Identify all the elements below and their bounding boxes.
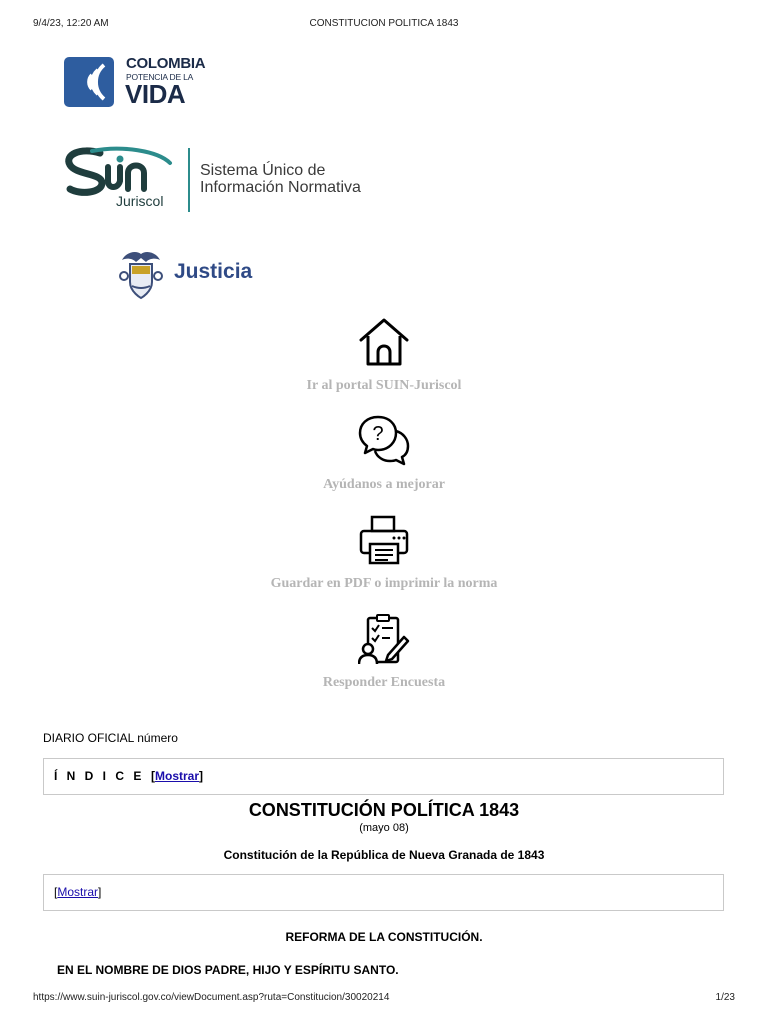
justicia-logo (116, 246, 266, 302)
suin-logo-line2: Información Normativa (200, 179, 361, 196)
survey-link[interactable] (0, 613, 768, 691)
portal-link-label[interactable]: Ir al portal SUIN-Juriscol (306, 378, 462, 393)
feedback-link-label[interactable]: Ayúdanos a mejorar (323, 477, 445, 492)
print-link-label[interactable]: Guardar en PDF o imprimir la norma (270, 576, 498, 591)
print-page-number: 1/23 (715, 992, 735, 1003)
colombia-logo-line2: POTENCIA DE LA (126, 72, 194, 82)
colombia-emblem-icon (64, 57, 114, 107)
index-label: Í N D I C E (54, 769, 145, 783)
document-subtitle: Constitución de la República de Nueva Granada de 1843 (223, 848, 545, 862)
print-link[interactable] (0, 514, 768, 592)
suin-juriscol-logo (62, 145, 382, 215)
invocation-text: EN EL NOMBRE DE DIOS PADRE, HIJO Y ESPÍRITU SANTO. (57, 963, 399, 977)
justicia-logo-word: Justicia (174, 260, 253, 283)
suin-logo-sub: Juriscol (116, 193, 164, 209)
suin-logo-line1: Sistema Único de (200, 162, 326, 179)
coat-of-arms-icon (116, 246, 166, 302)
printer-icon (358, 514, 410, 566)
svg-text:?: ? (372, 423, 384, 445)
feedback-link[interactable] (0, 415, 768, 493)
details-show-link[interactable]: Mostrar (57, 885, 99, 899)
colombia-logo-line3: VIDA (125, 79, 186, 109)
survey-icon (358, 613, 410, 665)
reforma-heading: REFORMA DE LA CONSTITUCIÓN. (285, 930, 483, 944)
index-box: Í N D I C E [Mostrar] (43, 758, 724, 795)
home-icon (358, 316, 410, 368)
index-show-link[interactable]: Mostrar (155, 769, 200, 783)
colombia-logo-line1: COLOMBIA (126, 55, 206, 72)
portal-link[interactable] (0, 316, 768, 394)
diario-oficial-label: DIARIO OFICIAL número (43, 731, 178, 745)
print-url: https://www.suin-juriscol.gov.co/viewDocument.asp?ruta=Constitucion/30020214 (33, 992, 390, 1003)
colombia-logo (64, 55, 214, 109)
print-datetime: 9/4/23, 12:20 AM (33, 18, 109, 29)
survey-link-label[interactable]: Responder Encuesta (322, 675, 446, 690)
suin-logo-divider (188, 148, 190, 212)
print-doc-title: CONSTITUCION POLITICA 1843 (309, 18, 459, 29)
document-title: CONSTITUCIÓN POLÍTICA 1843 (248, 800, 520, 820)
details-box: [Mostrar] (43, 874, 724, 911)
document-date: (mayo 08) (359, 822, 409, 834)
help-chat-icon (358, 415, 410, 467)
